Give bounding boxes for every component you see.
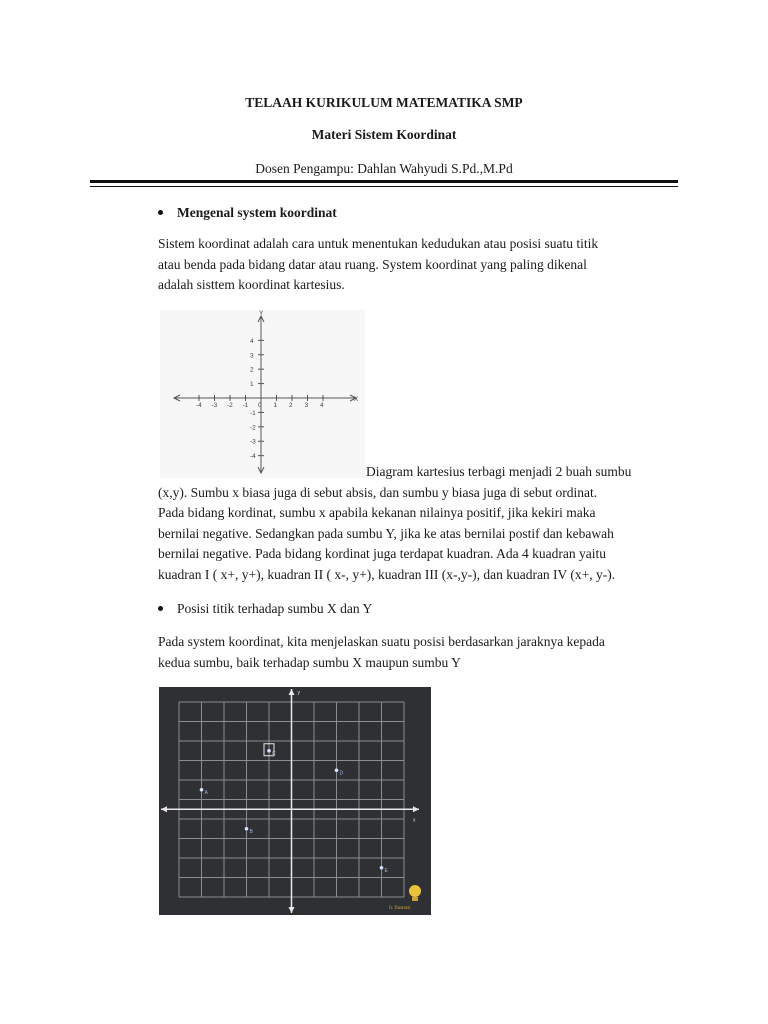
- point-label: E: [384, 867, 388, 874]
- document-subtitle: Materi Sistem Koordinat: [311, 127, 457, 142]
- point-marker: [267, 749, 271, 753]
- bullet-icon: [158, 606, 163, 611]
- watermark-text: Ir. Ilustrasi: [389, 906, 411, 911]
- point-label: A: [204, 789, 208, 796]
- x-tick-label: 2: [289, 402, 293, 409]
- paragraph-line: Pada system koordinat, kita menjelaskan suatu posisi berdasarkan jaraknya kepada: [158, 634, 605, 649]
- x-tick-label: -1: [242, 402, 249, 409]
- section1-heading: [158, 205, 337, 221]
- paragraph-line: Sistem koordinat adalah cara untuk menentukan kedudukan atau posisi suatu titik: [158, 236, 599, 251]
- section2-heading-text: Posisi titik terhadap sumbu X dan Y: [177, 601, 373, 616]
- paragraph-line: adalah sisttem koordinat kartesius.: [158, 277, 345, 292]
- coordinate-grid: [159, 687, 431, 915]
- y-tick-label: 4: [250, 337, 254, 345]
- point-label: B: [249, 828, 253, 835]
- caption-line: (x,y). Sumbu x biasa juga di sebut absis, dan sumbu y biasa juga di sebut ordinat.: [158, 484, 598, 500]
- point-label: D: [339, 770, 344, 777]
- y-axis-label: Y: [259, 310, 264, 317]
- x-tick-label: 4: [320, 402, 324, 409]
- y-tick-label: -2: [250, 424, 256, 432]
- y-tick-label: 2: [250, 366, 254, 374]
- y-tick-label: -3: [250, 438, 256, 446]
- caption-line: kuadran I ( x+, y+), kuadran II ( x-, y+), kuadran III (x-,y-), dan kuadran IV (x+, y-).: [158, 566, 616, 582]
- point-marker: [380, 866, 384, 870]
- x-tick-label: -2: [227, 402, 233, 409]
- point-marker: [335, 768, 339, 772]
- y-tick-label: 1: [250, 381, 254, 389]
- cartesian-diagram: [160, 310, 365, 478]
- coordinate-points-figure: [159, 687, 431, 915]
- section2-heading: [158, 601, 372, 617]
- caption-paragraph: [158, 462, 678, 585]
- cartesian-diagram-figure: [160, 310, 365, 478]
- caption-line: Pada bidang kordinat, sumbu x apabila kekanan nilainya positif, jika kekiri maka: [158, 505, 596, 520]
- caption-line: bernilai negative. Pada bidang kordinat juga terdapat kuadran. Ada 4 kuadran yaitu: [158, 546, 606, 561]
- header-divider-thin: [90, 186, 678, 187]
- paragraph-line: atau benda pada bidang datar atau ruang. System koordinat yang paling dikenal: [158, 256, 587, 272]
- point-label: C: [272, 750, 276, 757]
- x-tick-label: 1: [273, 402, 278, 409]
- document-title: TELAAH KURIKULUM MATEMATIKA SMP: [245, 95, 523, 110]
- section1-heading-text: Mengenal system koordinat: [177, 205, 337, 220]
- x-tick-label: -4: [196, 402, 202, 409]
- x-axis-label: X: [354, 396, 359, 403]
- section2-paragraph: [158, 632, 678, 673]
- section1-paragraph: [158, 234, 678, 296]
- header-divider-thick: [90, 180, 678, 183]
- caption-line: Diagram kartesius terbagi menjadi 2 buah sumbu: [366, 464, 632, 479]
- x-tick-label: 3: [304, 402, 309, 409]
- y-axis-label: y: [297, 690, 300, 696]
- y-tick-label: -1: [250, 409, 256, 417]
- y-tick-label: -4: [250, 453, 256, 461]
- lecturer-line: Dosen Pengampu: Dahlan Wahyudi S.Pd.,M.Pd: [255, 161, 513, 176]
- y-tick-label: 3: [250, 352, 254, 360]
- point-marker: [245, 827, 249, 831]
- lightbulb-icon: [402, 880, 428, 910]
- x-axis-label: x: [413, 817, 416, 824]
- paragraph-line: kedua sumbu, baik terhadap sumbu X maupun sumbu Y: [158, 654, 461, 670]
- bullet-icon: [158, 210, 163, 215]
- x-tick-label: -3: [211, 402, 218, 409]
- caption-line: bernilai negative. Sedangkan pada sumbu Y, jika ke atas bernilai postif dan kebawah: [158, 525, 614, 541]
- point-marker: [200, 788, 204, 792]
- x-tick-label: 0: [258, 402, 262, 409]
